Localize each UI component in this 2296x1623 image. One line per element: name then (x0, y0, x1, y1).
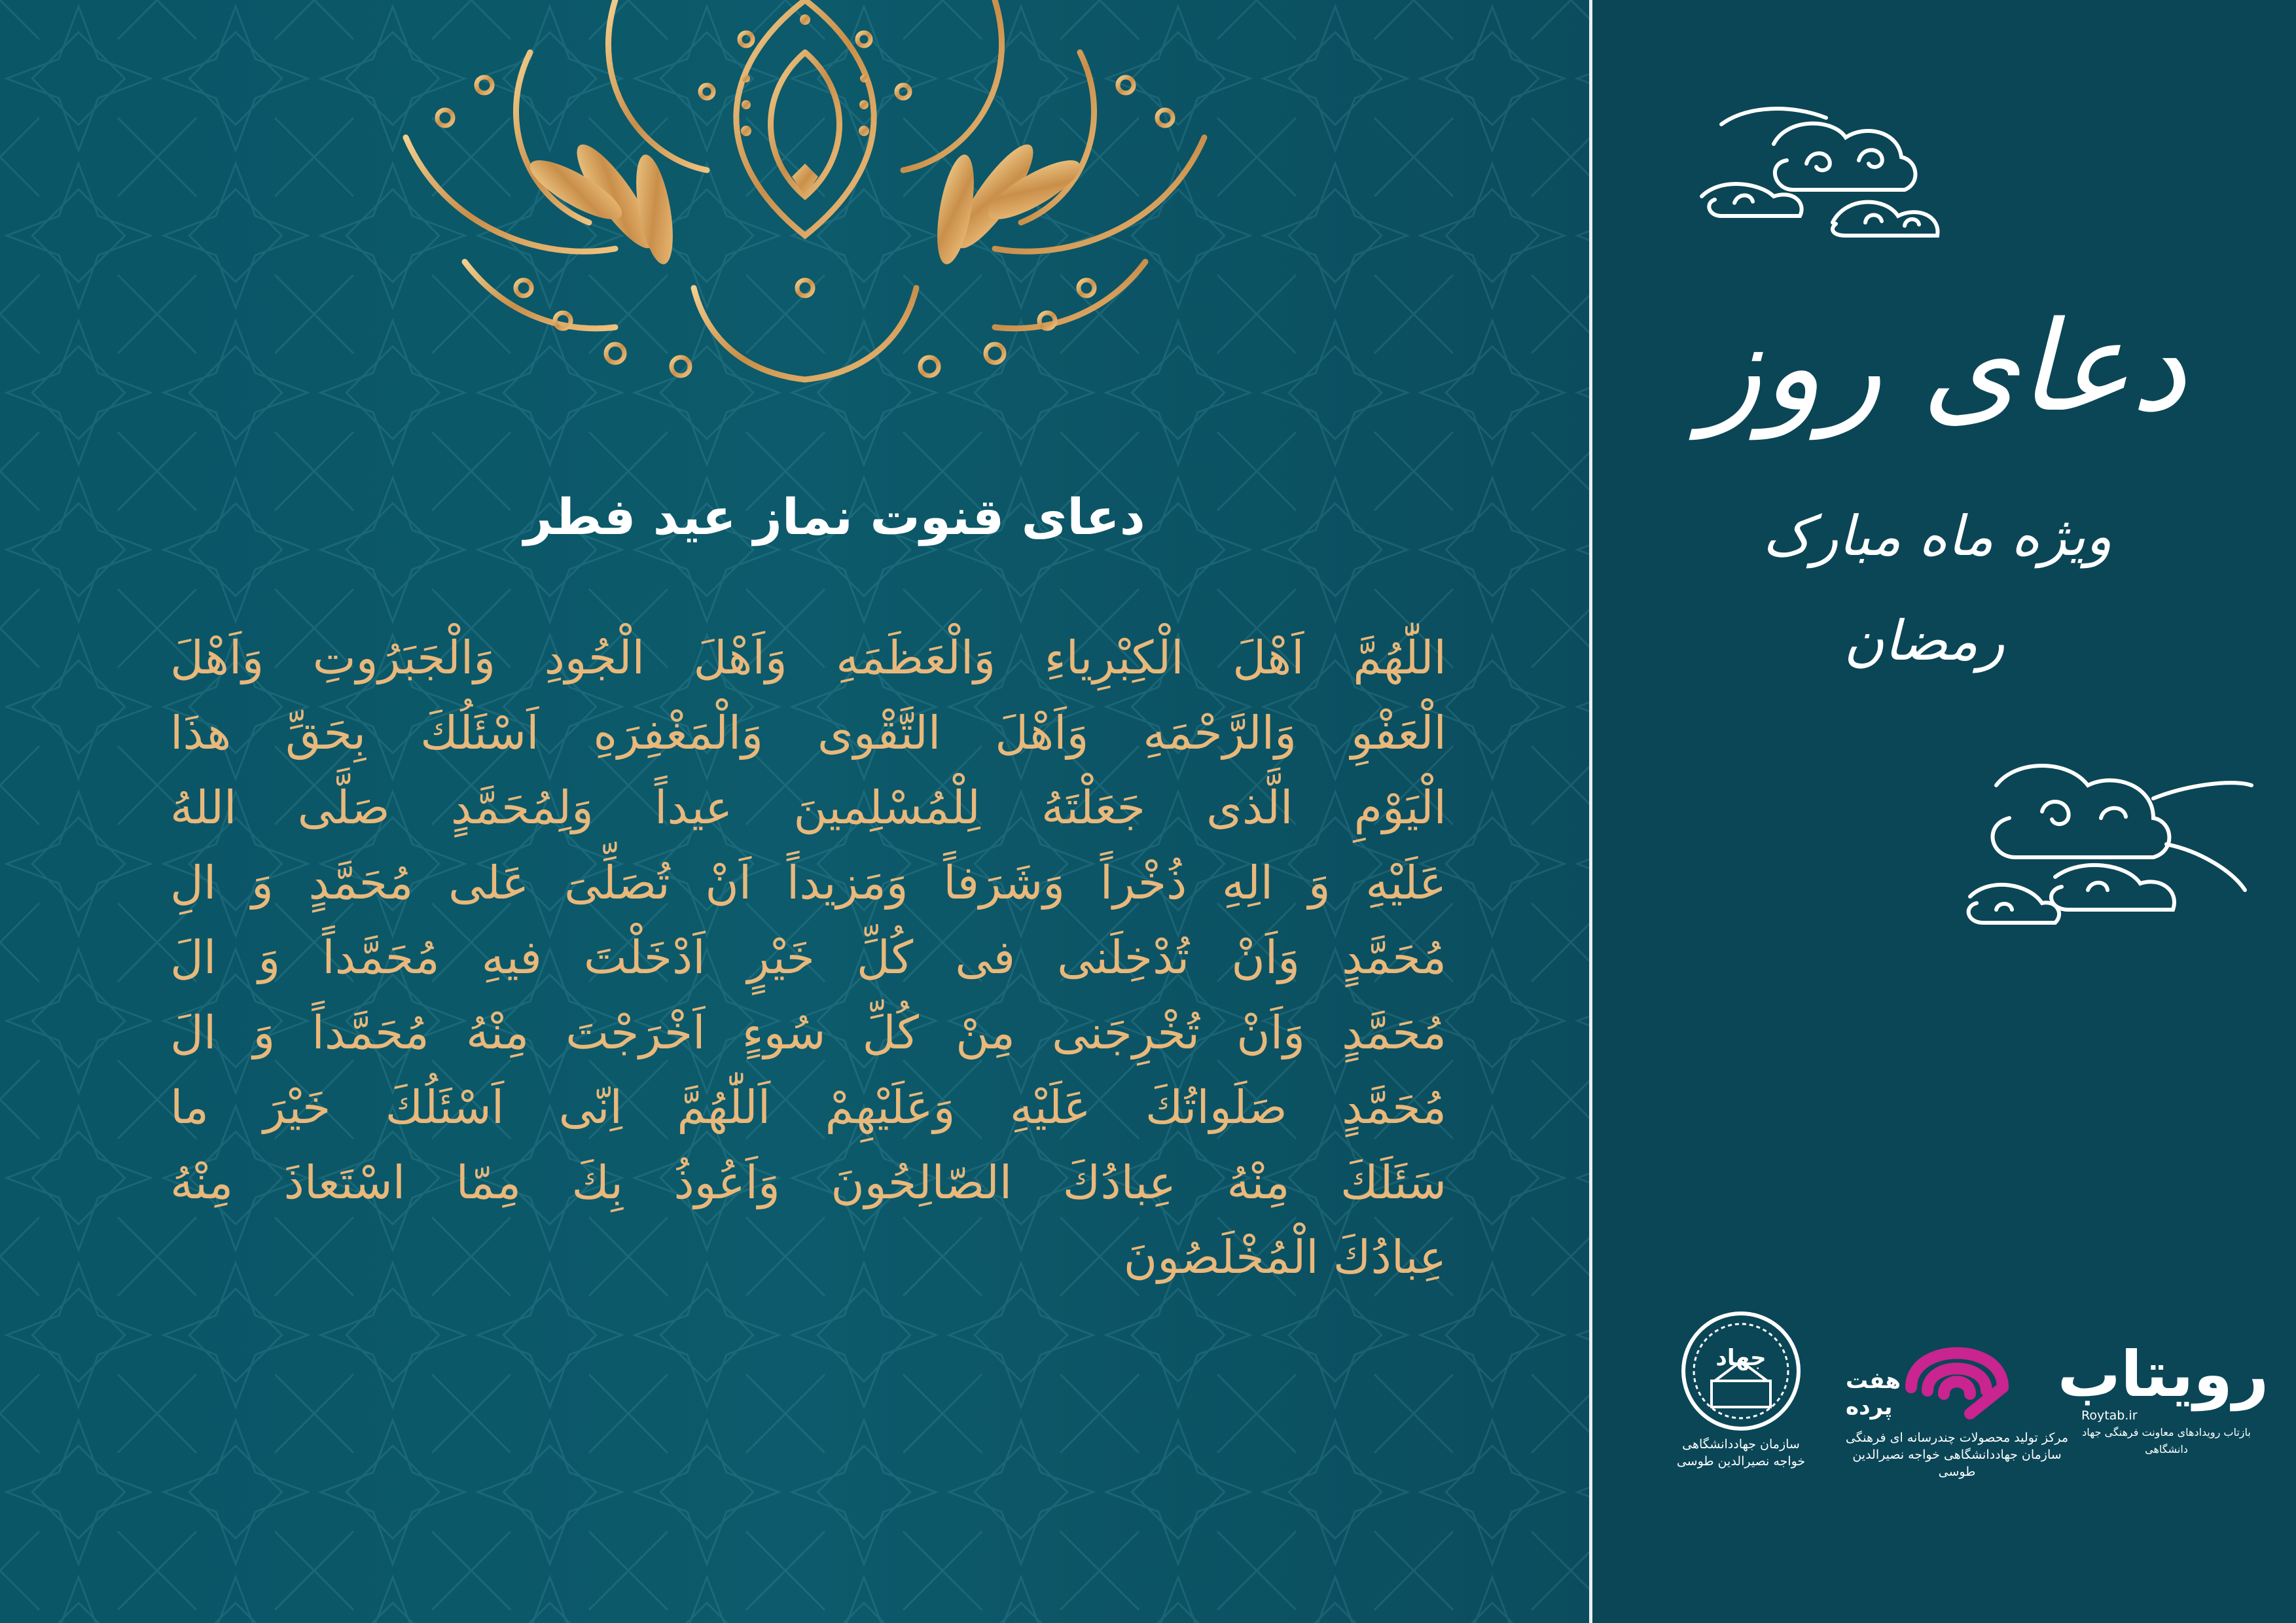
jahad-wordmark: جهاد (1715, 1345, 1767, 1371)
prayer-line: الْعَفْوِ وَالرَّحْمَهِ وَاَهْلَ التَّقْوی وَالْمَغْفِرَهِ اَسْئَلُكَ بِحَقِّ هذَا (170, 705, 1446, 760)
prayer-line: عَلَیْهِ وَ الِهِ ذُخْراً وَشَرَفاً وَمَزیداً اَنْ تُصَلِّیَ عَلی مُحَمَّدٍ وَ الِ (170, 855, 1446, 910)
jahad-seal-icon (1679, 1309, 1803, 1433)
roytab-url: Roytab.ir (2081, 1408, 2138, 1423)
roytab-caption: بازتاب رویدادهای معاونت فرهنگی جهاد دانشگاهی (2082, 1426, 2251, 1455)
roytab-logo (2057, 1338, 2269, 1458)
prayer-line: سَئَلَكَ مِنْهُ عِبادُكَ الصّالِحُونَ وَاَعُوذُ بِكَ مِمّا اسْتَعاذَ مِنْهُ (170, 1155, 1446, 1209)
prayer-line: مُحَمَّدٍ صَلَواتُكَ عَلَیْهِ وَعَلَیْهِمْ اَللّٰهُمَّ اِنّی اَسْئَلُكَ خَیْرَ ما (170, 1080, 1446, 1134)
prayer-line: عِبادُكَ الْمُخْلَصُونَ (1123, 1230, 1446, 1284)
roytab-wordmark: رویتاب (2057, 1338, 2269, 1411)
prayer-line: الْیَوْمِ الَّذی جَعَلْتَهُ لِلْمُسْلِمینَ عیداً وَلِمُحَمَّدٍ صَلَّی اللهُ (170, 781, 1446, 834)
haftparde-wordmark: هفت پرده (1846, 1368, 1901, 1420)
prayer-line: مُحَمَّدٍ وَاَنْ تُخْرِجَنی مِنْ كُلِّ سُوءٍ اَخْرَجْتَ مِنْهُ مُحَمَّداً وَ الَ (170, 1005, 1446, 1060)
haftparde-logo (1839, 1309, 2075, 1480)
gold-mandala-ornament (249, 0, 1361, 419)
cloud-ornament-small (1820, 183, 1950, 249)
haftparde-caption-1: مرکز تولید محصولات چندرسانه ای فرهنگی (1845, 1431, 2069, 1445)
cloud-ornament-bottom (1957, 746, 2258, 942)
jahad-logo (1672, 1309, 1810, 1470)
haftparde-caption-2: سازمان جهاددانشگاهی خواجه نصیرالدین طوسی (1852, 1448, 2062, 1479)
prayer-line: اللّٰهُمَّ اَهْلَ الْكِبْرِیاءِ وَالْعَظَمَهِ وَاَهْلَ الْجُودِ وَالْجَبَرُوتِ وَاَهْلَ (170, 631, 1446, 685)
sidebar-subheading: ویژه ماه مبارک (1763, 504, 2112, 568)
sidebar-heading: دعای روز (1701, 294, 2187, 439)
sidebar-subheading-ramadan: رمضان (1844, 609, 2005, 673)
prayer-line: مُحَمَّدٍ وَاَنْ تُدْخِلَنی فی كُلِّ خَیْرٍ اَدْخَلْتَ فیهِ مُحَمَّداً وَ الَ (170, 931, 1446, 984)
jahad-caption-2: خواجه نصیرالدین طوسی (1676, 1454, 1806, 1469)
prayer-title: دعای قنوت نماز عید فطر (524, 488, 1145, 546)
jahad-caption-1: سازمان جهاددانشگاهی (1682, 1437, 1800, 1452)
prayer-text (170, 620, 1446, 1445)
